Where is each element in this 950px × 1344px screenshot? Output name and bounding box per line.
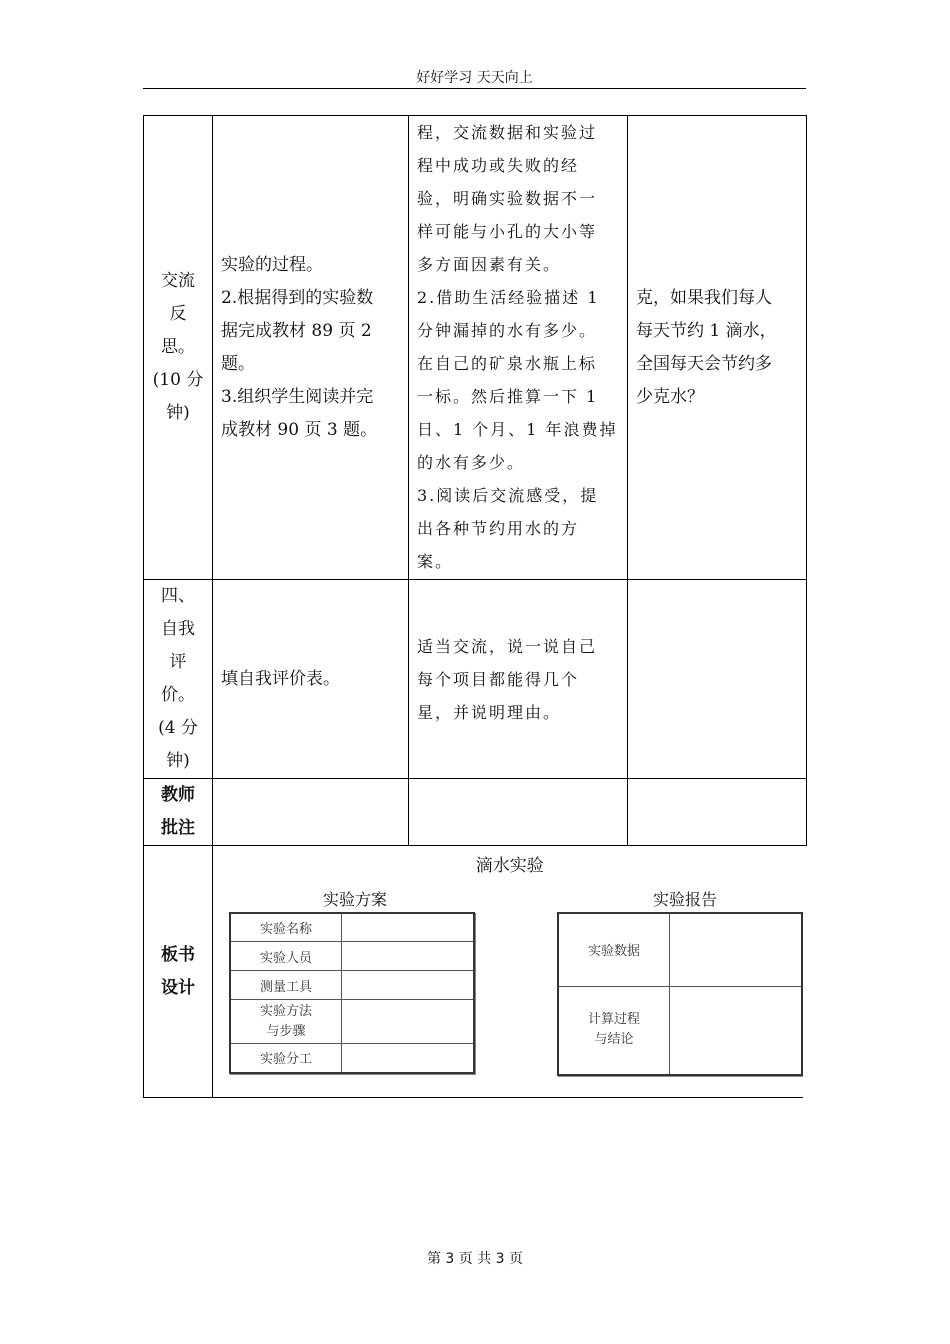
teacher-line: 填自我评价表。	[221, 668, 340, 689]
note-cell	[409, 779, 628, 846]
intent-line: 少克水？	[636, 386, 704, 407]
teacher-line: 实验的过程。	[221, 254, 323, 275]
plan-row-value	[342, 971, 475, 1000]
plan-row-value	[342, 942, 475, 971]
student-line: 每个项目都能得几个	[417, 669, 580, 689]
student-line: 3.阅读后交流感受，提	[417, 486, 599, 505]
teacher-line: 题。	[221, 353, 255, 374]
stage-cell	[144, 580, 213, 779]
stage-line: 钟)	[166, 751, 190, 771]
board-edge	[803, 879, 807, 1099]
board-title: 滴水实验	[475, 855, 544, 876]
plan-row-label: 实验分工	[230, 1044, 342, 1073]
plan-row-value	[342, 1000, 475, 1044]
student-line: 日、1 个月、1 年浪费掉	[417, 420, 618, 439]
label-line: 设计	[161, 977, 195, 998]
stage-line: 自我	[161, 619, 195, 639]
stage-line: (4 分	[158, 718, 198, 738]
plan-table	[229, 912, 475, 1074]
board-diagram	[213, 847, 807, 1097]
report-table	[557, 912, 803, 1076]
intent-cell	[628, 116, 807, 580]
plan-row-label: 测量工具	[230, 971, 342, 1000]
intent-line: 克，如果我们每人	[636, 287, 772, 308]
student-line: 2.借助生活经验描述 1	[417, 288, 600, 307]
student-line: 在自己的矿泉水瓶上标	[417, 354, 598, 373]
stage-line: 钟)	[166, 403, 190, 423]
stage-line: 交流	[161, 271, 195, 291]
teacher-line: 据完成教材 89 页 2	[221, 320, 372, 341]
plan-row-label: 实验人员	[230, 942, 342, 971]
stage-cell	[144, 116, 213, 580]
intent-line: 全国每天会节约多	[636, 353, 772, 374]
teacher-activity-cell	[213, 116, 409, 580]
note-cell	[213, 779, 409, 846]
report-row-value	[670, 987, 803, 1075]
page-header: 好好学习 天天向上	[416, 70, 533, 86]
student-activity-cell	[409, 580, 628, 779]
row-reflection	[144, 116, 807, 580]
plan-row-label: 实验方法 与步骤	[230, 1000, 342, 1044]
row-board-design	[144, 846, 807, 1098]
student-line: 的水有多少。	[417, 453, 526, 472]
student-line: 星，并说明理由。	[417, 702, 562, 722]
stage-line: 思。	[161, 337, 195, 357]
plan-title: 实验方案	[323, 889, 388, 909]
student-line: 多方面因素有关。	[417, 255, 562, 274]
report-row-value	[670, 913, 803, 987]
board-design-cell	[213, 846, 807, 1098]
student-line: 出各种节约用水的方	[417, 519, 580, 538]
report-row-label: 计算过程 与结论	[558, 987, 670, 1075]
student-line: 适当交流，说一说自己	[417, 636, 598, 656]
teacher-line: 成教材 90 页 3 题。	[221, 419, 378, 440]
stage-line: 价。	[161, 685, 195, 705]
label-line: 批注	[161, 818, 195, 838]
stage-line: 评	[169, 652, 187, 672]
student-line: 案。	[417, 552, 454, 571]
student-line: 样可能与小孔的大小等	[417, 222, 598, 241]
plan-row-label: 实验名称	[230, 913, 342, 942]
lesson-table	[143, 115, 807, 1098]
student-activity-cell	[409, 116, 628, 580]
label-line: 板书	[161, 944, 195, 965]
student-line: 分钟漏掉的水有多少。	[417, 321, 598, 340]
intent-cell	[628, 580, 807, 779]
header-divider	[143, 88, 806, 89]
intent-line: 每天节约 1 滴水，	[636, 320, 777, 341]
student-line: 一标。然后推算一下 1	[417, 387, 599, 406]
stage-line: (10 分	[152, 370, 204, 390]
teacher-line: 2.根据得到的实验数	[221, 287, 374, 308]
student-line: 验，明确实验数据不一	[417, 189, 598, 208]
stage-line: 四、	[161, 586, 195, 606]
student-line: 程，交流数据和实验过	[417, 123, 598, 142]
report-row-label: 实验数据	[558, 913, 670, 987]
note-cell	[628, 779, 807, 846]
stage-line: 反	[169, 304, 187, 324]
board-design-label	[144, 846, 213, 1098]
teacher-activity-cell	[213, 580, 409, 779]
plan-row-value	[342, 1044, 475, 1073]
page-footer: 第 3 页 共 3 页	[426, 1251, 524, 1267]
teacher-note-label	[144, 779, 213, 846]
plan-row-value	[342, 913, 475, 942]
teacher-line: 3.组织学生阅读并完	[221, 386, 374, 407]
row-teacher-note	[144, 779, 807, 846]
label-line: 教师	[161, 785, 195, 805]
row-self-evaluation	[144, 580, 807, 779]
student-line: 程中成功或失败的经	[417, 156, 580, 175]
report-title: 实验报告	[653, 889, 718, 909]
